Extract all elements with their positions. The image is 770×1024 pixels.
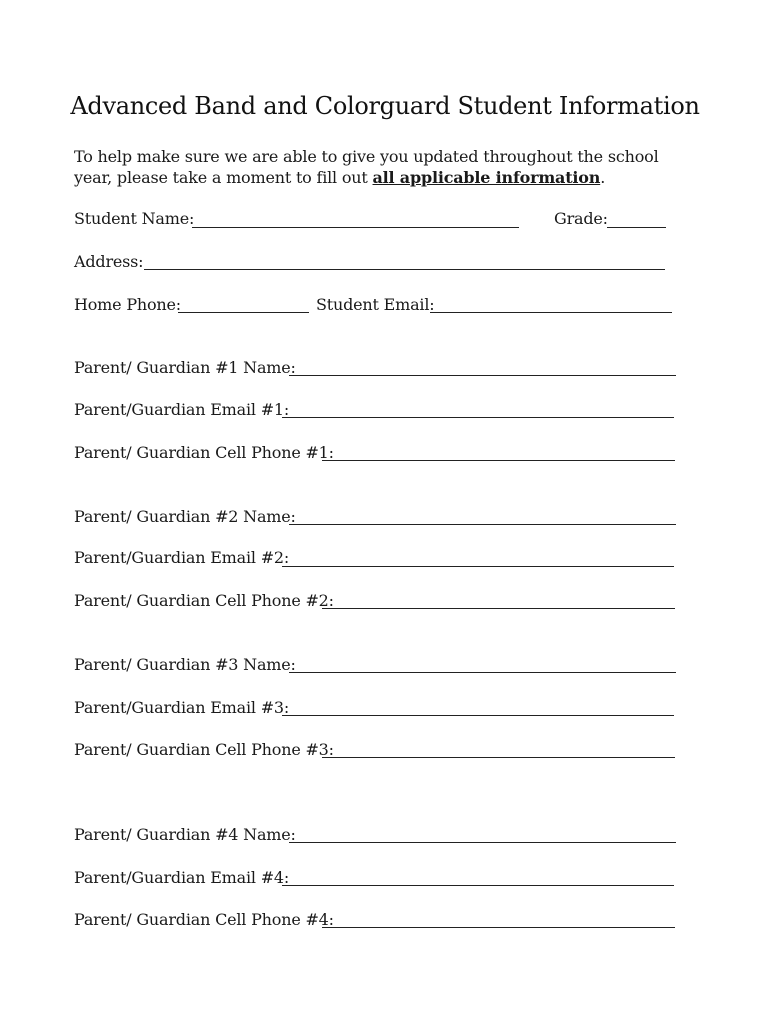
- guardian-2-name-label: Parent/ Guardian #2 Name:: [74, 507, 296, 526]
- guardian-3-name-label: Parent/ Guardian #3 Name:: [74, 655, 296, 674]
- guardian-2-email-field[interactable]: [282, 566, 674, 567]
- page-title: Advanced Band and Colorguard Student Information: [70, 92, 700, 120]
- guardian-4-name-label: Parent/ Guardian #4 Name:: [74, 825, 296, 844]
- grade-field[interactable]: [607, 227, 666, 228]
- intro-emphasis: all applicable information: [372, 168, 601, 187]
- guardian-2-phone-field[interactable]: [322, 608, 675, 609]
- guardian-4-phone-label: Parent/ Guardian Cell Phone #4:: [74, 910, 334, 929]
- guardian-4-phone-field[interactable]: [322, 927, 675, 928]
- grade-label: Grade:: [554, 209, 608, 228]
- guardian-2-phone-label: Parent/ Guardian Cell Phone #2:: [74, 591, 334, 610]
- guardian-1-email-label: Parent/Guardian Email #1:: [74, 400, 290, 419]
- student-email-field[interactable]: [430, 312, 672, 313]
- home-phone-label: Home Phone:: [74, 295, 181, 314]
- guardian-1-name-label: Parent/ Guardian #1 Name:: [74, 358, 296, 377]
- guardian-3-phone-field[interactable]: [322, 757, 675, 758]
- guardian-4-email-label: Parent/Guardian Email #4:: [74, 868, 290, 887]
- student-email-label: Student Email:: [316, 295, 435, 314]
- guardian-1-phone-field[interactable]: [322, 460, 675, 461]
- guardian-3-phone-label: Parent/ Guardian Cell Phone #3:: [74, 740, 334, 759]
- student-name-label: Student Name:: [74, 209, 195, 228]
- guardian-1-name-field[interactable]: [289, 375, 676, 376]
- guardian-2-email-label: Parent/Guardian Email #2:: [74, 548, 290, 567]
- home-phone-field[interactable]: [178, 312, 309, 313]
- guardian-1-phone-label: Parent/ Guardian Cell Phone #1:: [74, 443, 334, 462]
- guardian-2-name-field[interactable]: [289, 524, 676, 525]
- guardian-1-email-field[interactable]: [282, 417, 674, 418]
- guardian-4-email-field[interactable]: [282, 885, 674, 886]
- guardian-3-email-label: Parent/Guardian Email #3:: [74, 698, 290, 717]
- intro-paragraph: [74, 146, 694, 188]
- address-label: Address:: [74, 252, 144, 271]
- intro-text: To help make sure we are able to give you updated throughout the school year, please take a moment to fill out: [74, 147, 659, 187]
- guardian-3-name-field[interactable]: [289, 672, 676, 673]
- student-name-field[interactable]: [192, 227, 519, 228]
- intro-period: .: [600, 168, 606, 187]
- guardian-4-name-field[interactable]: [289, 842, 676, 843]
- address-field[interactable]: [144, 269, 665, 270]
- guardian-3-email-field[interactable]: [282, 715, 674, 716]
